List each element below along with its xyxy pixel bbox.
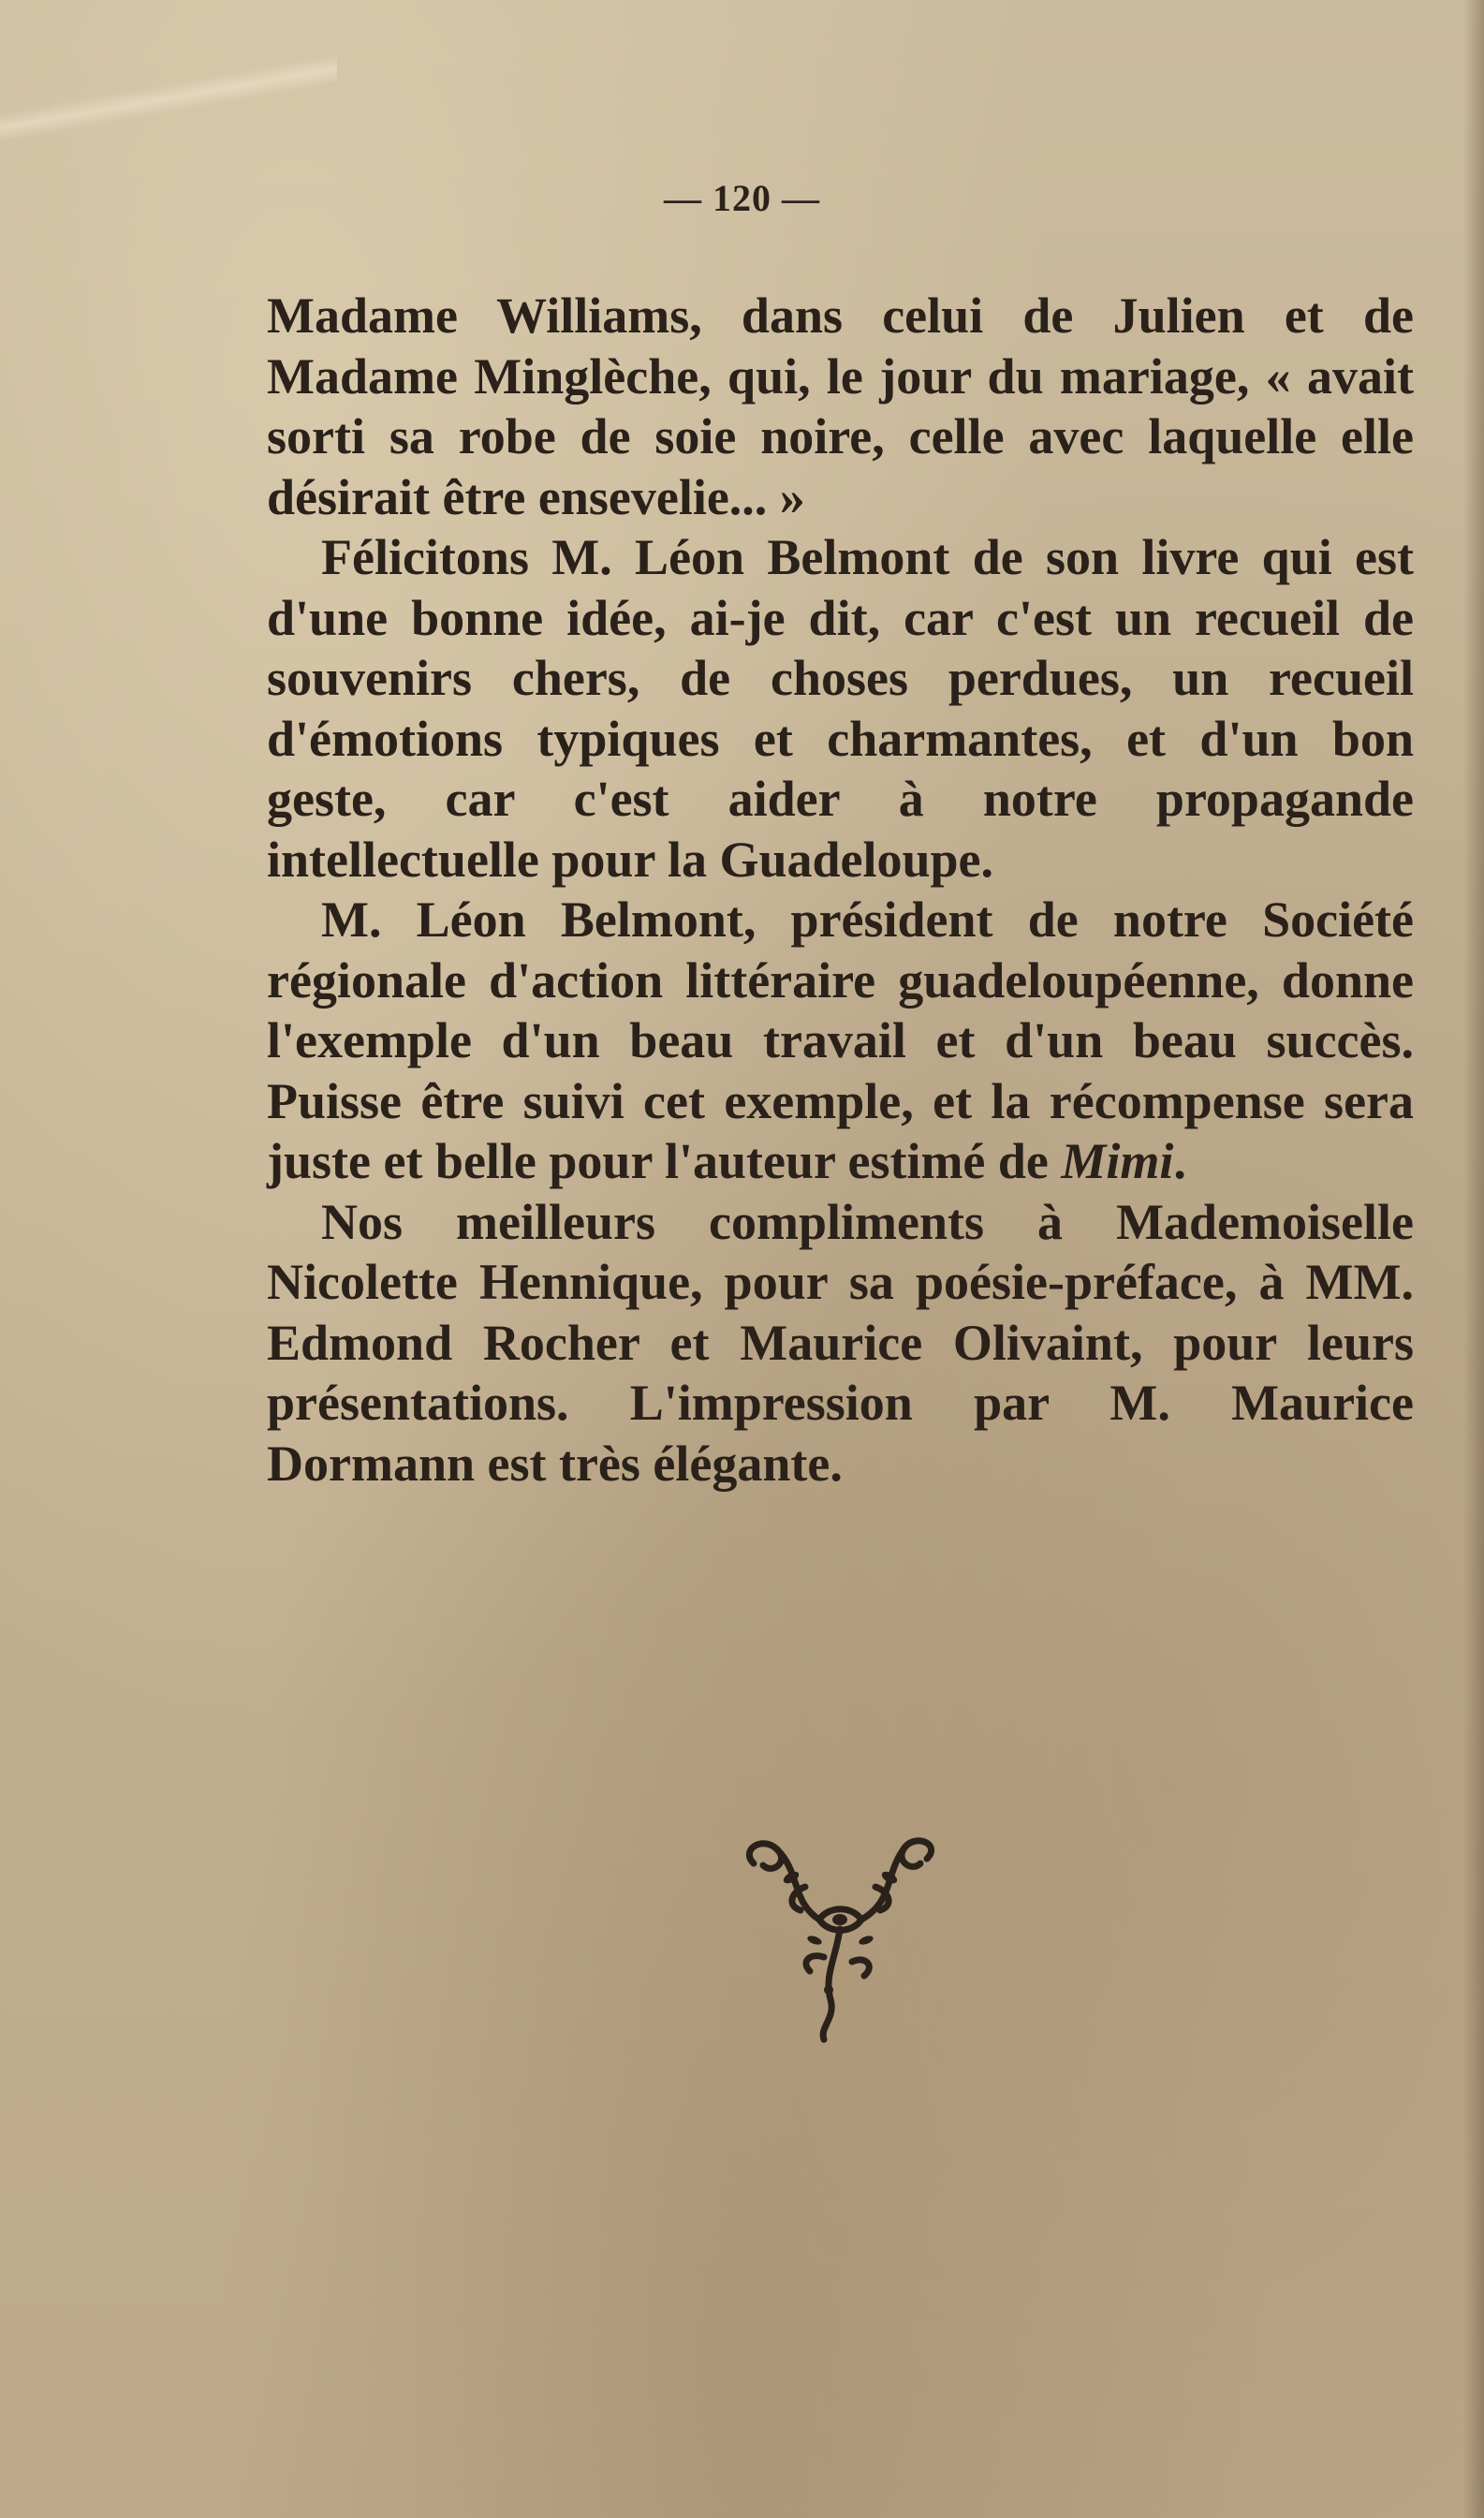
paragraph-1: Madame Williams, dans celui de Julien et de Madame Minglèche, qui, le jour du mariage, « avait sorti sa robe de soie noire, celle avec laquelle elle désirait être ensevelie... » bbox=[267, 287, 1414, 525]
body-text bbox=[267, 286, 1414, 1494]
page-edge-shadow bbox=[1463, 0, 1484, 2518]
paragraph-2: Félicitons M. Léon Belmont de son livre qui est d'une bonne idée, ai-je dit, car c'est un recueil de souvenirs chers, de choses perdues, un recueil d'émotions typiques et charmantes, et d'un bon geste, car c'est aider à notre propagande intellectuelle pour la Guadeloupe. bbox=[267, 529, 1414, 888]
paragraph-3-end: . bbox=[1173, 1133, 1186, 1189]
paper-crease bbox=[0, 56, 337, 140]
page-number: — 120 — bbox=[664, 177, 820, 219]
floral-tailpiece-icon bbox=[735, 1835, 946, 2046]
book-title-mimi: Mimi bbox=[1061, 1133, 1174, 1189]
paragraph-3 bbox=[267, 890, 1414, 1192]
paragraph-3-text: M. Léon Belmont, président de notre Société régionale d'action littéraire guadeloupéenne, donne l'exemple d'un beau travail et d'un beau succès. Puisse être suivi cet exemple, et la récompense sera juste et belle pour l'auteur estimé de bbox=[267, 891, 1414, 1189]
paragraph-4: Nos meilleurs compliments à Mademoiselle Nicolette Hennique, pour sa poésie-préface, à MM. Edmond Rocher et Maurice Olivaint, pour leurs présentations. L'impression par M. Maurice Dormann est très élégante. bbox=[267, 1193, 1414, 1492]
